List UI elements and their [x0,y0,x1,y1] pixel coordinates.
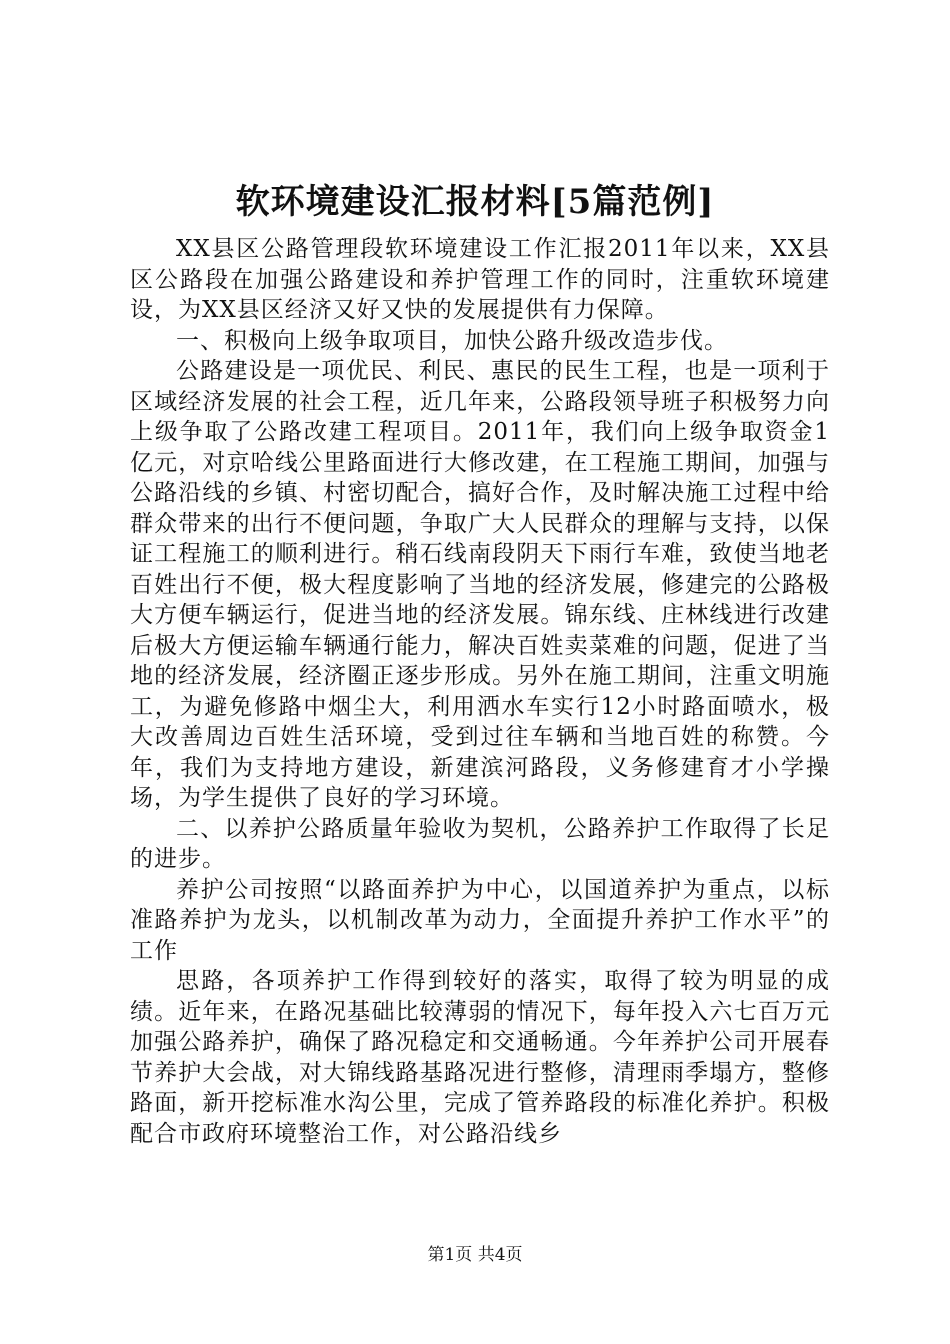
paragraph-heading-2: 二、以养护公路质量年验收为契机，公路养护工作取得了长足的进步。 [130,815,830,872]
page-number-footer: 第1页 共4页 [427,1245,523,1265]
paragraph-heading-1: 一、积极向上级争取项目，加快公路升级改造步伐。 [176,327,728,354]
document-body [130,234,830,1149]
paragraph-maintenance-policy: 养护公司按照“以路面养护为中心，以国道养护为重点，以标准路养护为龙头，以机制改革为动力，全面提升养护工作水平”的工作 [130,876,830,964]
paragraph-maintenance-results: 思路，各项养护工作得到较好的落实，取得了较为明显的成绩。近年来，在路况基础比较薄弱的情况下，每年投入六七百万元加强公路养护，确保了路况稳定和交通畅通。今年养护公司开展春节养护大会战，对大锦线路基路况进行整修，清理雨季塌方，整修路面，新开挖标准水沟公里，完成了管养路段的标准化养护。积极配合市政府环境整治工作，对公路沿线乡 [130,968,830,1147]
paragraph-road-construction: 公路建设是一项优民、利民、惠民的民生工程，也是一项利于区域经济发展的社会工程，近几年来，公路段领导班子积极努力向上级争取了公路改建工程项目。2011年，我们向上级争取资金1亿元，对京哈线公里路面进行大修改建，在工程施工期间，加强与公路沿线的乡镇、村密切配合，搞好合作，及时解决施工过程中给群众带来的出行不便问题，争取广大人民群众的理解与支持，以保证工程施工的顺利进行。稍石线南段阴天下雨行车难，致使当地老百姓出行不便，极大程度影响了当地的经济发展，修建完的公路极大方便车辆运行，促进当地的经济发展。锦东线、庄林线进行改建后极大方便运输车辆通行能力，解决百姓卖菜难的问题，促进了当地的经济发展，经济圈正逐步形成。另外在施工期间，注重文明施工，为避免修路中烟尘大，利用洒水车实行12小时路面喷水，极大改善周边百姓生活环境，受到过往车辆和当地百姓的称赞。今年，我们为支持地方建设，新建滨河路段，义务修建育才小学操场，为学生提供了良好的学习环境。 [130,358,830,811]
paragraph-intro: XX县区公路管理段软环境建设工作汇报2011年以来，XX县区公路段在加强公路建设和养护管理工作的同时，注重软环境建设，为XX县区经济又好又快的发展提供有力保障。 [130,236,830,323]
document-title: 软环境建设汇报材料[5篇范例] [235,182,715,222]
